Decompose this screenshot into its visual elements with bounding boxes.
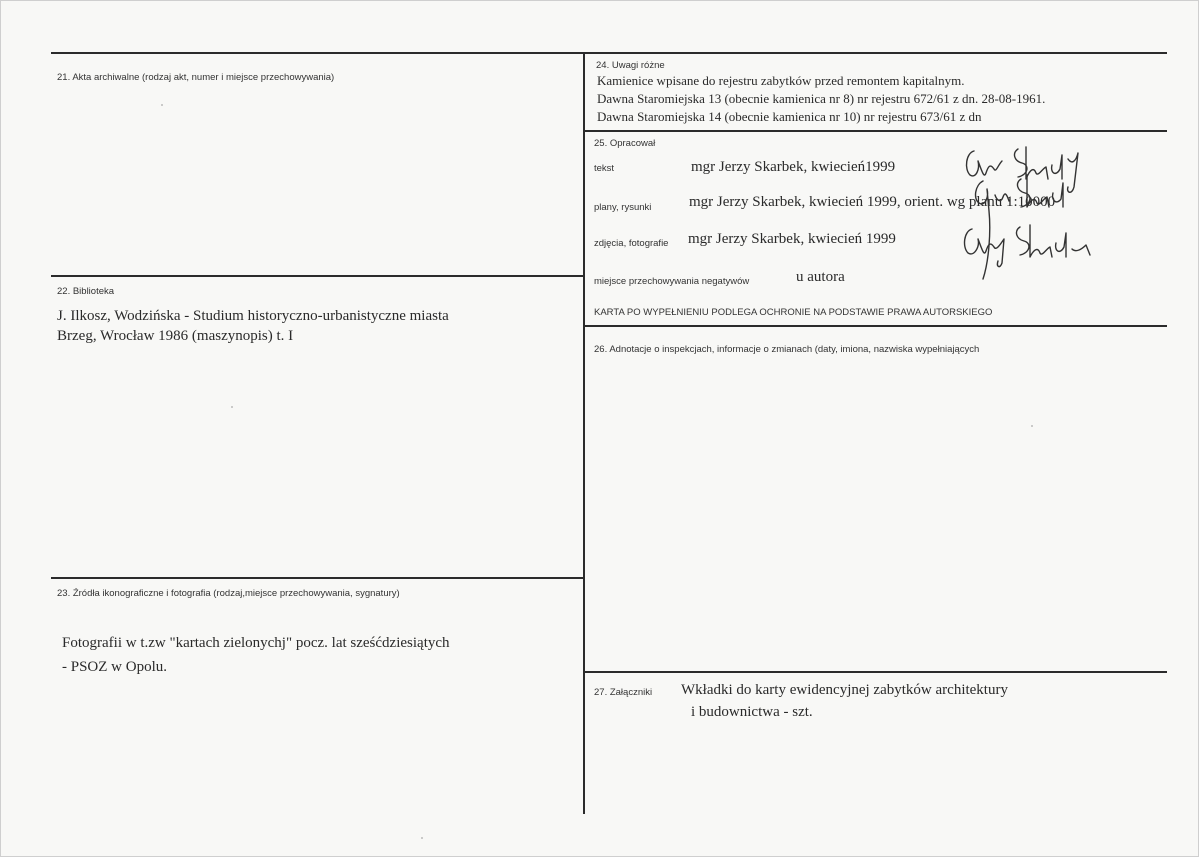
library-line-1: J. Ilkosz, Wodzińska - Studium historyczno-urbanistyczne miasta — [57, 308, 449, 324]
attachments-line-2: i budownictwa - szt. — [691, 704, 813, 720]
center-divider — [583, 52, 585, 814]
scan-speck — [1031, 425, 1033, 427]
section-23-label: 23. Źródła ikonograficzne i fotografia (rodzaj,miejsce przechowywania, sygnatury) — [57, 588, 400, 599]
section-22-label: 22. Biblioteka — [57, 286, 115, 297]
text-author-label: tekst — [594, 163, 615, 174]
top-rule — [51, 52, 1167, 54]
remarks-line-3: Dawna Staromiejska 14 (obecnie kamienica nr 10) nr rejestru 673/61 z dn — [597, 109, 982, 124]
rule-25-26 — [585, 325, 1167, 327]
photos-author-label: zdjęcia, fotografie — [594, 238, 669, 249]
plans-author-value: mgr Jerzy Skarbek, kwiecień 1999, orient. wg planu 1:10000 — [689, 194, 1056, 210]
rule-21-22 — [51, 275, 585, 277]
photos-author-value: mgr Jerzy Skarbek, kwiecień 1999 — [688, 231, 896, 247]
signature-3-image — [956, 219, 1101, 269]
library-line-2: Brzeg, Wrocław 1986 (maszynopis) t. I — [57, 328, 294, 344]
copyright-notice: KARTA PO WYPEŁNIENIU PODLEGA OCHRONIE NA PODSTAWIE PRAWA AUTORSKIEGO — [594, 307, 993, 318]
section-25-label: 25. Opracował — [594, 138, 656, 149]
iconography-line-2: - PSOZ w Opolu. — [62, 659, 168, 675]
remarks-line-1: Kamienice wpisane do rejestru zabytków przed remontem kapitalnym. — [597, 73, 965, 88]
rule-26-27 — [585, 671, 1167, 673]
scan-speck — [231, 406, 233, 408]
scan-speck — [421, 837, 423, 839]
section-21-label: 21. Akta archiwalne (rodzaj akt, numer i miejsce przechowywania) — [57, 72, 335, 83]
rule-24-25 — [585, 130, 1167, 132]
remarks-line-2: Dawna Staromiejska 13 (obecnie kamienica nr 8) nr rejestru 672/61 z dn. 28-08-1961. — [597, 91, 1046, 106]
attachments-line-1: Wkładki do karty ewidencyjnej zabytków architektury — [681, 682, 1008, 698]
scan-speck — [161, 104, 163, 106]
plans-author-label: plany, rysunki — [594, 202, 652, 213]
rule-22-23 — [51, 577, 585, 579]
section-24-label: 24. Uwagi różne — [596, 60, 665, 71]
text-author-value: mgr Jerzy Skarbek, kwiecień1999 — [691, 159, 896, 175]
section-26-label: 26. Adnotacje o inspekcjach, informacje o zmianach (daty, imiona, nazwiska wypełniających — [594, 344, 980, 355]
negatives-location-value: u autora — [796, 269, 845, 285]
section-27-label: 27. Załączniki — [594, 687, 653, 698]
iconography-line-1: Fotografii w t.zw "kartach zielonychj" pocz. lat sześćdziesiątych — [62, 635, 450, 651]
negatives-location-label: miejsce przechowywania negatywów — [594, 276, 750, 287]
